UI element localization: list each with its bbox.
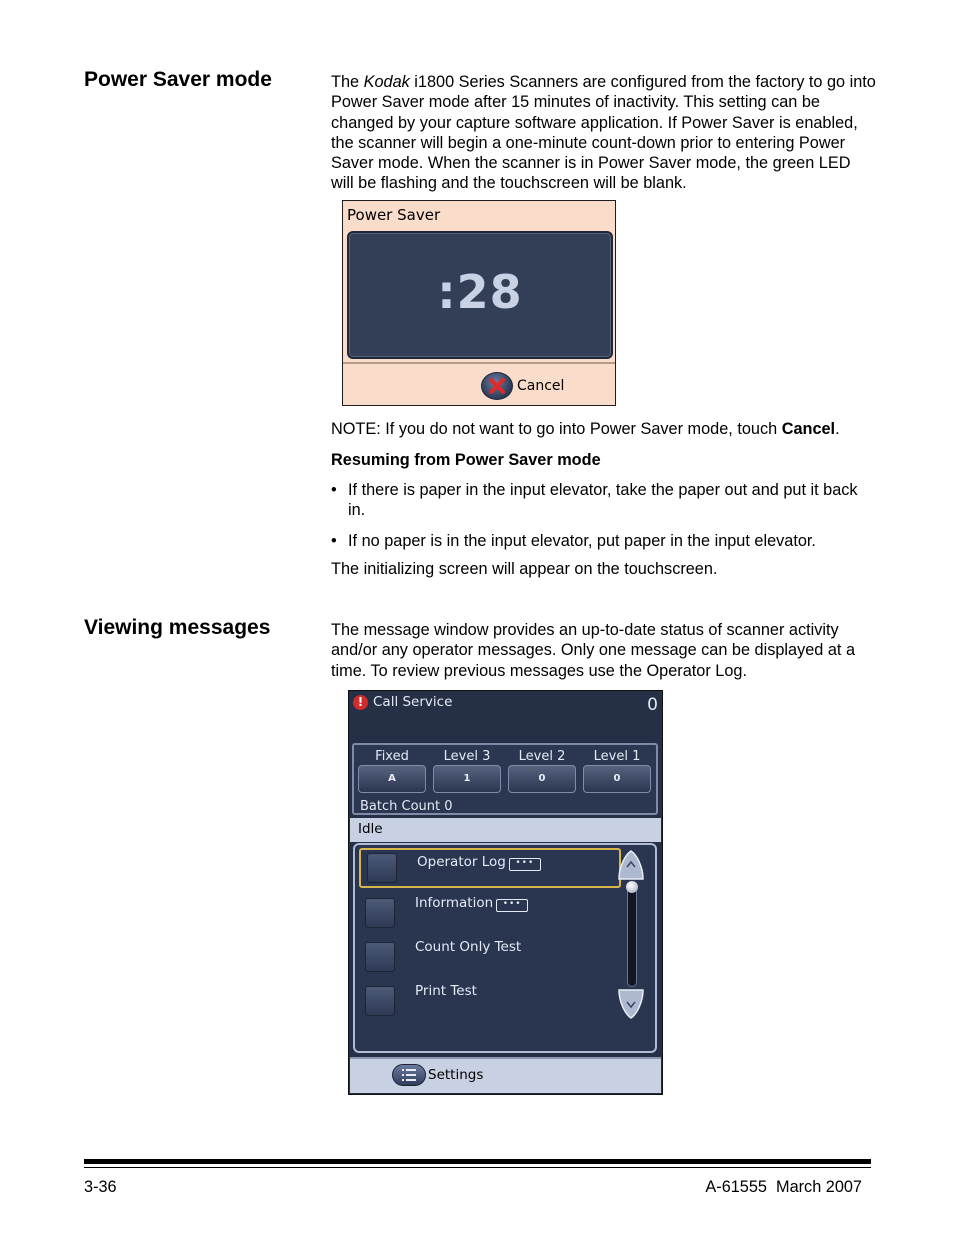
power-saver-title: Power Saver	[347, 206, 441, 224]
note-text: NOTE: If you do not want to go into Power Saver mode, touch Cancel.	[331, 420, 840, 438]
page-number: 3-36	[84, 1178, 117, 1196]
item-label: Count Only Test	[415, 939, 522, 955]
cancel-label: Cancel	[517, 378, 565, 394]
cancel-button[interactable]	[481, 372, 564, 400]
level-fixed-button[interactable]: A	[358, 765, 426, 793]
menu-list	[353, 843, 657, 1053]
subheading-resuming: Resuming from Power Saver mode	[331, 451, 601, 469]
closing-text: The initializing screen will appear on the touchscreen.	[331, 560, 718, 578]
level-label: Fixed	[375, 749, 409, 764]
list-icon	[392, 1064, 426, 1086]
section-heading-viewing-messages: Viewing messages	[84, 616, 271, 639]
scroll-up-arrow-icon[interactable]	[617, 849, 645, 881]
level-2-button[interactable]: 0	[508, 765, 576, 793]
levels-panel	[352, 743, 658, 815]
item-checkbox[interactable]	[365, 986, 395, 1016]
item-checkbox[interactable]	[365, 898, 395, 928]
item-label: Information •••	[415, 895, 528, 912]
item-checkbox[interactable]	[365, 942, 395, 972]
item-label: Operator Log •••	[417, 854, 541, 871]
footer-rule-thin	[84, 1167, 871, 1168]
document-id: A-61555 March 2007	[705, 1178, 862, 1196]
settings-label: Settings	[428, 1067, 484, 1083]
close-icon	[481, 372, 513, 400]
alert-icon: !	[353, 695, 368, 710]
level-label: Level 1	[593, 749, 641, 764]
batch-count: Batch Count 0	[360, 799, 453, 814]
list-item-count-only-test[interactable]	[359, 937, 621, 977]
divider	[343, 362, 615, 364]
list-item: • If there is paper in the input elevator, take the paper out and put it back in.	[331, 481, 858, 520]
message-window	[348, 690, 663, 1095]
list-item-operator-log[interactable]	[359, 848, 621, 888]
more-icon: •••	[509, 858, 541, 871]
messages-description: The message window provides an up-to-date status of scanner activity and/or any operator messages. Only one message can be displayed at a time. To review previous messages use the Operator Log.	[331, 621, 856, 680]
level-1-button[interactable]: 0	[583, 765, 651, 793]
scrollbar-track[interactable]	[627, 883, 637, 987]
power-saver-description: The Kodak i1800 Series Scanners are configured from the factory to go into Power Saver mode after 15 minutes of inactivity. This setting can be changed by your capture software application. If Power Saver is enabled, the scanner will begin a one-minute count-down prior to entering Power Saver mode. When the scanner is in Power Saver mode, the green LED will be flashing and the touchscreen will be blank.	[331, 73, 876, 193]
level-3-button[interactable]: 1	[433, 765, 501, 793]
scroll-down-arrow-icon[interactable]	[617, 988, 645, 1020]
settings-bar	[350, 1057, 661, 1093]
countdown-display	[347, 231, 613, 359]
item-label: Print Test	[415, 983, 477, 999]
list-item-print-test[interactable]	[359, 981, 621, 1021]
status-bar	[350, 818, 661, 842]
message-count: 0	[647, 695, 658, 715]
item-checkbox[interactable]	[367, 853, 397, 883]
list-item-information[interactable]	[359, 893, 621, 933]
power-saver-screen	[342, 200, 616, 406]
scrollbar-thumb[interactable]	[626, 881, 638, 893]
bullet-list	[331, 480, 861, 551]
status-text: Idle	[358, 821, 383, 837]
settings-button[interactable]	[392, 1064, 483, 1086]
countdown-value: :28	[437, 265, 523, 319]
level-label: Level 3	[443, 749, 491, 764]
list-item: • If no paper is in the input elevator, put paper in the input elevator.	[331, 531, 816, 550]
level-label: Level 2	[518, 749, 566, 764]
footer-rule	[84, 1159, 871, 1164]
message-title: Call Service	[373, 694, 453, 710]
more-icon: •••	[496, 899, 528, 912]
section-heading-power-saver: Power Saver mode	[84, 68, 272, 91]
